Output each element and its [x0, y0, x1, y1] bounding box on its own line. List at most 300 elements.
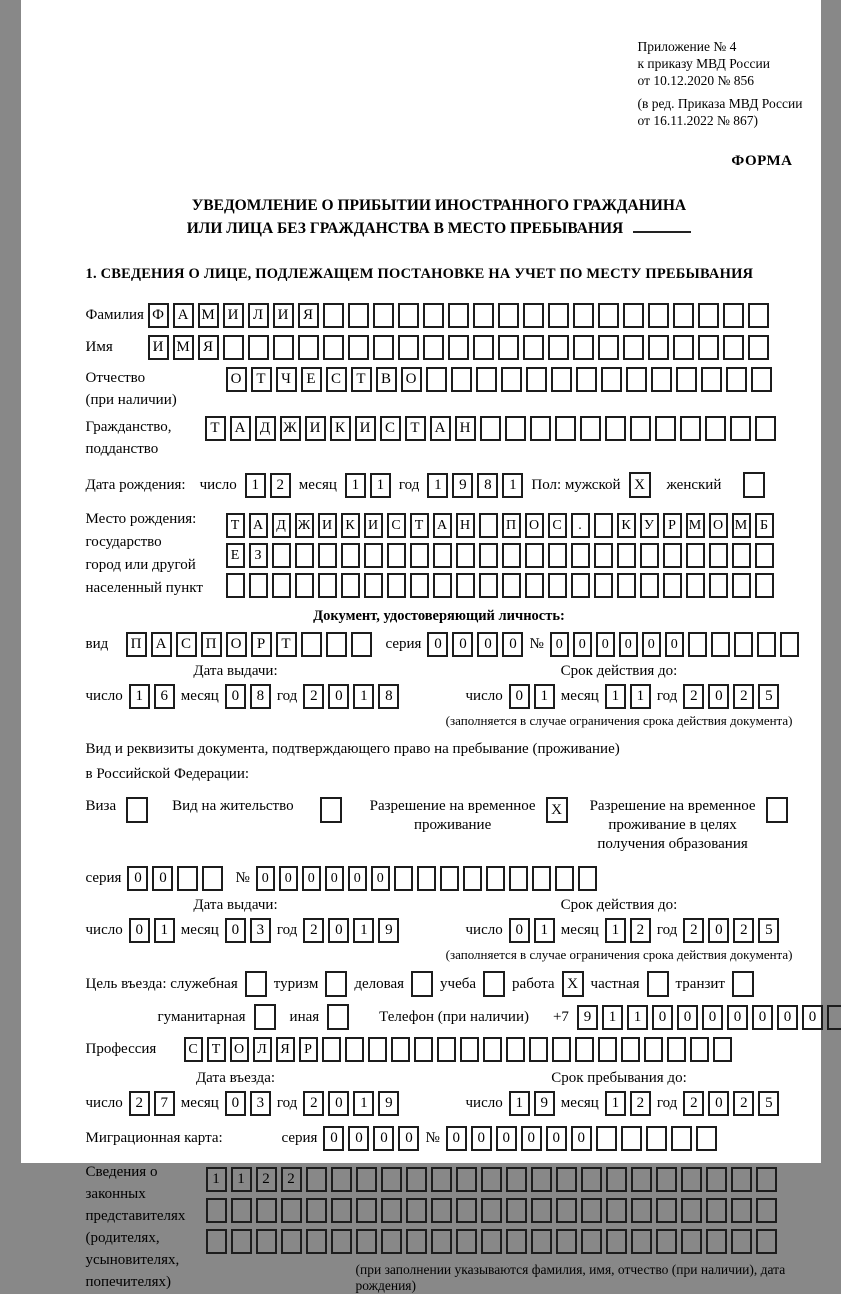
- form-cell[interactable]: К: [330, 416, 351, 441]
- form-cell[interactable]: [323, 335, 344, 360]
- phone-cells[interactable]: [577, 1005, 841, 1030]
- form-cell[interactable]: А: [430, 416, 451, 441]
- form-cell[interactable]: [623, 335, 644, 360]
- form-cell[interactable]: И: [148, 335, 169, 360]
- form-cell[interactable]: [306, 1167, 327, 1192]
- form-cell[interactable]: [456, 1198, 477, 1223]
- form-cell[interactable]: [256, 1229, 277, 1254]
- form-cell[interactable]: [617, 543, 636, 568]
- form-cell[interactable]: [433, 573, 452, 598]
- form-cell[interactable]: 9: [534, 1091, 555, 1116]
- form-cell[interactable]: С: [548, 513, 567, 538]
- form-cell[interactable]: 1: [534, 918, 555, 943]
- form-cell[interactable]: [368, 1037, 387, 1062]
- form-cell[interactable]: [748, 303, 769, 328]
- representatives-row1-cells[interactable]: [206, 1167, 793, 1192]
- form-cell[interactable]: [709, 543, 728, 568]
- form-cell[interactable]: 2: [281, 1167, 302, 1192]
- form-cell[interactable]: [486, 866, 505, 891]
- form-cell[interactable]: О: [525, 513, 544, 538]
- form-cell[interactable]: 1: [353, 1091, 374, 1116]
- form-cell[interactable]: 0: [708, 918, 729, 943]
- form-cell[interactable]: И: [364, 513, 383, 538]
- form-cell[interactable]: 0: [427, 632, 448, 657]
- form-cell[interactable]: [410, 543, 429, 568]
- form-cell[interactable]: [698, 303, 719, 328]
- form-cell[interactable]: [688, 632, 707, 657]
- form-cell[interactable]: [667, 1037, 686, 1062]
- form-cell[interactable]: О: [226, 632, 247, 657]
- firstname-cells[interactable]: [148, 335, 769, 360]
- form-cell[interactable]: Т: [276, 632, 297, 657]
- form-cell[interactable]: Д: [272, 513, 291, 538]
- form-cell[interactable]: И: [273, 303, 294, 328]
- form-cell[interactable]: 0: [348, 1126, 369, 1151]
- form-cell[interactable]: X: [562, 971, 584, 997]
- form-cell[interactable]: [696, 1126, 717, 1151]
- form-cell[interactable]: О: [709, 513, 728, 538]
- form-cell[interactable]: [555, 866, 574, 891]
- form-cell[interactable]: 9: [452, 473, 473, 498]
- form-cell[interactable]: [551, 367, 572, 392]
- form-cell[interactable]: [483, 1037, 502, 1062]
- form-cell[interactable]: П: [126, 632, 147, 657]
- form-cell[interactable]: [686, 573, 705, 598]
- form-cell[interactable]: [273, 335, 294, 360]
- form-cell[interactable]: 0: [571, 1126, 592, 1151]
- form-cell[interactable]: 9: [378, 918, 399, 943]
- form-cell[interactable]: 2: [683, 684, 704, 709]
- form-cell[interactable]: [479, 543, 498, 568]
- form-cell[interactable]: [448, 335, 469, 360]
- form-cell[interactable]: 0: [521, 1126, 542, 1151]
- form-cell[interactable]: [757, 632, 776, 657]
- form-cell[interactable]: Н: [456, 513, 475, 538]
- form-cell[interactable]: [345, 1037, 364, 1062]
- stay-year-cells[interactable]: [683, 1091, 779, 1116]
- form-cell[interactable]: 1: [129, 684, 150, 709]
- doc-valid-year-cells[interactable]: [683, 684, 779, 709]
- tourism-checkbox[interactable]: [325, 971, 347, 997]
- form-cell[interactable]: 9: [577, 1005, 598, 1030]
- form-cell[interactable]: 0: [446, 1126, 467, 1151]
- form-cell[interactable]: [226, 573, 245, 598]
- form-cell[interactable]: [223, 335, 244, 360]
- form-cell[interactable]: С: [184, 1037, 203, 1062]
- form-cell[interactable]: [531, 1229, 552, 1254]
- form-cell[interactable]: 0: [302, 866, 321, 891]
- form-cell[interactable]: [606, 1229, 627, 1254]
- form-cell[interactable]: 5: [758, 918, 779, 943]
- form-cell[interactable]: 1: [345, 473, 366, 498]
- doc-issue-year-cells[interactable]: [303, 684, 399, 709]
- form-cell[interactable]: [318, 543, 337, 568]
- form-cell[interactable]: [502, 573, 521, 598]
- form-cell[interactable]: О: [401, 367, 422, 392]
- form-cell[interactable]: [381, 1167, 402, 1192]
- form-cell[interactable]: М: [198, 303, 219, 328]
- form-cell[interactable]: [256, 1198, 277, 1223]
- form-cell[interactable]: 0: [802, 1005, 823, 1030]
- form-cell[interactable]: [281, 1198, 302, 1223]
- form-cell[interactable]: [506, 1167, 527, 1192]
- form-cell[interactable]: [646, 1126, 667, 1151]
- form-cell[interactable]: 0: [619, 632, 638, 657]
- form-cell[interactable]: М: [173, 335, 194, 360]
- form-cell[interactable]: [640, 573, 659, 598]
- form-cell[interactable]: 0: [328, 918, 349, 943]
- mig-series-cells[interactable]: [323, 1126, 419, 1151]
- permit-valid-day-cells[interactable]: [509, 918, 555, 943]
- form-cell[interactable]: [663, 543, 682, 568]
- form-cell[interactable]: 2: [630, 918, 651, 943]
- form-cell[interactable]: 1: [353, 918, 374, 943]
- rvpo-checkbox[interactable]: [766, 797, 788, 823]
- form-cell[interactable]: [331, 1198, 352, 1223]
- form-cell[interactable]: 3: [250, 1091, 271, 1116]
- form-cell[interactable]: 0: [323, 1126, 344, 1151]
- form-cell[interactable]: [686, 543, 705, 568]
- form-cell[interactable]: [318, 573, 337, 598]
- form-cell[interactable]: [325, 971, 347, 997]
- form-cell[interactable]: [623, 303, 644, 328]
- form-cell[interactable]: [671, 1126, 692, 1151]
- form-cell[interactable]: [756, 1229, 777, 1254]
- form-cell[interactable]: [525, 543, 544, 568]
- form-cell[interactable]: [281, 1229, 302, 1254]
- form-cell[interactable]: [483, 971, 505, 997]
- form-cell[interactable]: 2: [256, 1167, 277, 1192]
- form-cell[interactable]: 2: [733, 1091, 754, 1116]
- form-cell[interactable]: 0: [546, 1126, 567, 1151]
- transit-checkbox[interactable]: [732, 971, 754, 997]
- form-cell[interactable]: 0: [279, 866, 298, 891]
- form-cell[interactable]: [648, 303, 669, 328]
- form-cell[interactable]: 8: [477, 473, 498, 498]
- form-cell[interactable]: 9: [378, 1091, 399, 1116]
- form-cell[interactable]: [676, 367, 697, 392]
- humanitarian-checkbox[interactable]: [254, 1004, 276, 1030]
- form-cell[interactable]: [680, 416, 701, 441]
- form-cell[interactable]: [248, 335, 269, 360]
- form-cell[interactable]: [673, 335, 694, 360]
- form-cell[interactable]: 2: [683, 1091, 704, 1116]
- form-cell[interactable]: [456, 573, 475, 598]
- private-checkbox[interactable]: [647, 971, 669, 997]
- form-cell[interactable]: [571, 543, 590, 568]
- form-cell[interactable]: Ж: [295, 513, 314, 538]
- form-cell[interactable]: 1: [206, 1167, 227, 1192]
- form-cell[interactable]: [431, 1198, 452, 1223]
- sex-male-checkbox[interactable]: [629, 472, 651, 498]
- form-cell[interactable]: [644, 1037, 663, 1062]
- form-cell[interactable]: [594, 543, 613, 568]
- form-cell[interactable]: X: [546, 797, 568, 823]
- permit-valid-year-cells[interactable]: [683, 918, 779, 943]
- form-cell[interactable]: 0: [477, 632, 498, 657]
- form-cell[interactable]: [414, 1037, 433, 1062]
- form-cell[interactable]: [594, 513, 613, 538]
- form-cell[interactable]: [456, 543, 475, 568]
- form-cell[interactable]: 0: [708, 684, 729, 709]
- form-cell[interactable]: [651, 367, 672, 392]
- form-cell[interactable]: [323, 303, 344, 328]
- form-cell[interactable]: [548, 543, 567, 568]
- form-cell[interactable]: [502, 543, 521, 568]
- permit-valid-month-cells[interactable]: [605, 918, 651, 943]
- form-cell[interactable]: [732, 573, 751, 598]
- form-cell[interactable]: [706, 1198, 727, 1223]
- form-cell[interactable]: [548, 303, 569, 328]
- form-cell[interactable]: [480, 416, 501, 441]
- study-checkbox[interactable]: [483, 971, 505, 997]
- form-cell[interactable]: Т: [351, 367, 372, 392]
- form-cell[interactable]: [451, 367, 472, 392]
- form-cell[interactable]: А: [151, 632, 172, 657]
- form-cell[interactable]: [556, 1229, 577, 1254]
- form-cell[interactable]: [631, 1198, 652, 1223]
- form-cell[interactable]: 1: [605, 1091, 626, 1116]
- form-cell[interactable]: Т: [226, 513, 245, 538]
- form-cell[interactable]: [249, 573, 268, 598]
- form-cell[interactable]: С: [176, 632, 197, 657]
- form-cell[interactable]: 1: [370, 473, 391, 498]
- form-cell[interactable]: М: [732, 513, 751, 538]
- form-cell[interactable]: [177, 866, 198, 891]
- form-cell[interactable]: 0: [371, 866, 390, 891]
- form-cell[interactable]: [748, 335, 769, 360]
- form-cell[interactable]: [531, 1198, 552, 1223]
- form-cell[interactable]: [530, 416, 551, 441]
- patronymic-cells[interactable]: [226, 367, 772, 392]
- form-cell[interactable]: [231, 1198, 252, 1223]
- form-cell[interactable]: [406, 1229, 427, 1254]
- form-cell[interactable]: [766, 797, 788, 823]
- form-cell[interactable]: [437, 1037, 456, 1062]
- form-cell[interactable]: С: [380, 416, 401, 441]
- form-cell[interactable]: [732, 543, 751, 568]
- form-cell[interactable]: К: [341, 513, 360, 538]
- form-cell[interactable]: [351, 632, 372, 657]
- form-cell[interactable]: [431, 1229, 452, 1254]
- form-cell[interactable]: [548, 573, 567, 598]
- form-cell[interactable]: 0: [665, 632, 684, 657]
- doc-type-cells[interactable]: [126, 632, 372, 657]
- form-cell[interactable]: [406, 1198, 427, 1223]
- form-cell[interactable]: [605, 416, 626, 441]
- form-cell[interactable]: [756, 1167, 777, 1192]
- form-cell[interactable]: [295, 543, 314, 568]
- form-cell[interactable]: 1: [502, 473, 523, 498]
- form-cell[interactable]: [406, 1167, 427, 1192]
- form-cell[interactable]: [498, 335, 519, 360]
- form-cell[interactable]: [581, 1198, 602, 1223]
- form-cell[interactable]: [755, 543, 774, 568]
- doc-issue-day-cells[interactable]: [129, 684, 175, 709]
- form-cell[interactable]: [479, 513, 498, 538]
- form-cell[interactable]: [387, 543, 406, 568]
- form-cell[interactable]: [417, 866, 436, 891]
- form-cell[interactable]: [532, 866, 551, 891]
- form-cell[interactable]: [523, 303, 544, 328]
- form-cell[interactable]: [327, 1004, 349, 1030]
- form-cell[interactable]: [423, 303, 444, 328]
- form-cell[interactable]: И: [355, 416, 376, 441]
- form-cell[interactable]: [509, 866, 528, 891]
- form-cell[interactable]: 0: [573, 632, 592, 657]
- form-cell[interactable]: Е: [226, 543, 245, 568]
- form-cell[interactable]: [732, 971, 754, 997]
- business-checkbox[interactable]: [411, 971, 433, 997]
- form-cell[interactable]: [656, 1198, 677, 1223]
- form-cell[interactable]: [391, 1037, 410, 1062]
- form-cell[interactable]: [723, 303, 744, 328]
- form-cell[interactable]: [656, 1167, 677, 1192]
- form-cell[interactable]: [506, 1037, 525, 1062]
- doc-valid-month-cells[interactable]: [605, 684, 651, 709]
- form-cell[interactable]: [701, 367, 722, 392]
- form-cell[interactable]: [617, 573, 636, 598]
- form-cell[interactable]: [548, 335, 569, 360]
- form-cell[interactable]: [440, 866, 459, 891]
- form-cell[interactable]: И: [318, 513, 337, 538]
- form-cell[interactable]: [726, 367, 747, 392]
- form-cell[interactable]: В: [376, 367, 397, 392]
- permit-issue-day-cells[interactable]: [129, 918, 175, 943]
- form-cell[interactable]: [373, 335, 394, 360]
- form-cell[interactable]: [356, 1229, 377, 1254]
- form-cell[interactable]: [730, 416, 751, 441]
- form-cell[interactable]: [556, 1198, 577, 1223]
- form-cell[interactable]: 1: [602, 1005, 623, 1030]
- form-cell[interactable]: 0: [752, 1005, 773, 1030]
- form-cell[interactable]: [426, 367, 447, 392]
- form-cell[interactable]: 0: [225, 684, 246, 709]
- form-cell[interactable]: [306, 1229, 327, 1254]
- form-cell[interactable]: 0: [373, 1126, 394, 1151]
- form-cell[interactable]: 8: [378, 684, 399, 709]
- form-cell[interactable]: 6: [154, 684, 175, 709]
- form-cell[interactable]: [506, 1229, 527, 1254]
- form-cell[interactable]: 0: [256, 866, 275, 891]
- form-cell[interactable]: 7: [154, 1091, 175, 1116]
- form-cell[interactable]: 0: [550, 632, 569, 657]
- birthplace-row1-cells[interactable]: [226, 513, 774, 538]
- form-cell[interactable]: [575, 1037, 594, 1062]
- form-cell[interactable]: [381, 1198, 402, 1223]
- form-cell[interactable]: [656, 1229, 677, 1254]
- form-cell[interactable]: [481, 1167, 502, 1192]
- form-cell[interactable]: [326, 632, 347, 657]
- form-cell[interactable]: 0: [708, 1091, 729, 1116]
- form-cell[interactable]: [755, 573, 774, 598]
- birth-month-cells[interactable]: [345, 473, 391, 498]
- form-cell[interactable]: [272, 543, 291, 568]
- form-cell[interactable]: 0: [225, 1091, 246, 1116]
- form-cell[interactable]: 0: [677, 1005, 698, 1030]
- stay-day-cells[interactable]: [509, 1091, 555, 1116]
- form-cell[interactable]: Я: [198, 335, 219, 360]
- form-cell[interactable]: 2: [733, 684, 754, 709]
- form-cell[interactable]: [713, 1037, 732, 1062]
- form-cell[interactable]: 2: [303, 684, 324, 709]
- form-cell[interactable]: 0: [509, 918, 530, 943]
- form-cell[interactable]: [556, 1167, 577, 1192]
- form-cell[interactable]: [780, 632, 799, 657]
- form-cell[interactable]: [394, 866, 413, 891]
- form-cell[interactable]: Я: [298, 303, 319, 328]
- birth-day-cells[interactable]: [245, 473, 291, 498]
- form-cell[interactable]: [476, 367, 497, 392]
- form-cell[interactable]: 5: [758, 684, 779, 709]
- doc-series-cells[interactable]: [427, 632, 523, 657]
- form-cell[interactable]: 1: [605, 918, 626, 943]
- doc-issue-month-cells[interactable]: [225, 684, 271, 709]
- form-cell[interactable]: 0: [452, 632, 473, 657]
- form-cell[interactable]: [723, 335, 744, 360]
- form-cell[interactable]: З: [249, 543, 268, 568]
- form-cell[interactable]: 1: [627, 1005, 648, 1030]
- form-cell[interactable]: 1: [605, 684, 626, 709]
- form-cell[interactable]: 2: [303, 1091, 324, 1116]
- profession-cells[interactable]: [184, 1037, 732, 1062]
- form-cell[interactable]: [734, 632, 753, 657]
- form-cell[interactable]: [460, 1037, 479, 1062]
- form-cell[interactable]: С: [387, 513, 406, 538]
- form-cell[interactable]: [410, 573, 429, 598]
- form-cell[interactable]: [756, 1198, 777, 1223]
- form-cell[interactable]: [231, 1229, 252, 1254]
- form-cell[interactable]: [647, 971, 669, 997]
- form-cell[interactable]: [580, 416, 601, 441]
- form-cell[interactable]: [555, 416, 576, 441]
- form-cell[interactable]: У: [640, 513, 659, 538]
- form-cell[interactable]: 0: [127, 866, 148, 891]
- permit-issue-year-cells[interactable]: [303, 918, 399, 943]
- form-cell[interactable]: Е: [301, 367, 322, 392]
- form-cell[interactable]: [341, 573, 360, 598]
- form-cell[interactable]: [755, 416, 776, 441]
- form-cell[interactable]: [711, 632, 730, 657]
- form-cell[interactable]: 0: [727, 1005, 748, 1030]
- form-cell[interactable]: 2: [129, 1091, 150, 1116]
- form-cell[interactable]: Ф: [148, 303, 169, 328]
- form-cell[interactable]: П: [201, 632, 222, 657]
- form-cell[interactable]: [463, 866, 482, 891]
- form-cell[interactable]: 0: [398, 1126, 419, 1151]
- form-cell[interactable]: [479, 573, 498, 598]
- form-cell[interactable]: [301, 632, 322, 657]
- form-cell[interactable]: [398, 335, 419, 360]
- form-cell[interactable]: [525, 573, 544, 598]
- form-cell[interactable]: [630, 416, 651, 441]
- form-cell[interactable]: П: [502, 513, 521, 538]
- form-cell[interactable]: 0: [328, 1091, 349, 1116]
- form-cell[interactable]: 0: [509, 684, 530, 709]
- form-cell[interactable]: [501, 367, 522, 392]
- form-cell[interactable]: [506, 1198, 527, 1223]
- form-cell[interactable]: [581, 1229, 602, 1254]
- mig-number-cells[interactable]: [446, 1126, 717, 1151]
- form-cell[interactable]: [626, 367, 647, 392]
- form-cell[interactable]: [690, 1037, 709, 1062]
- form-cell[interactable]: [322, 1037, 341, 1062]
- visa-checkbox[interactable]: [126, 797, 148, 823]
- form-cell[interactable]: 8: [250, 684, 271, 709]
- form-cell[interactable]: [272, 573, 291, 598]
- form-cell[interactable]: [709, 573, 728, 598]
- form-cell[interactable]: 0: [496, 1126, 517, 1151]
